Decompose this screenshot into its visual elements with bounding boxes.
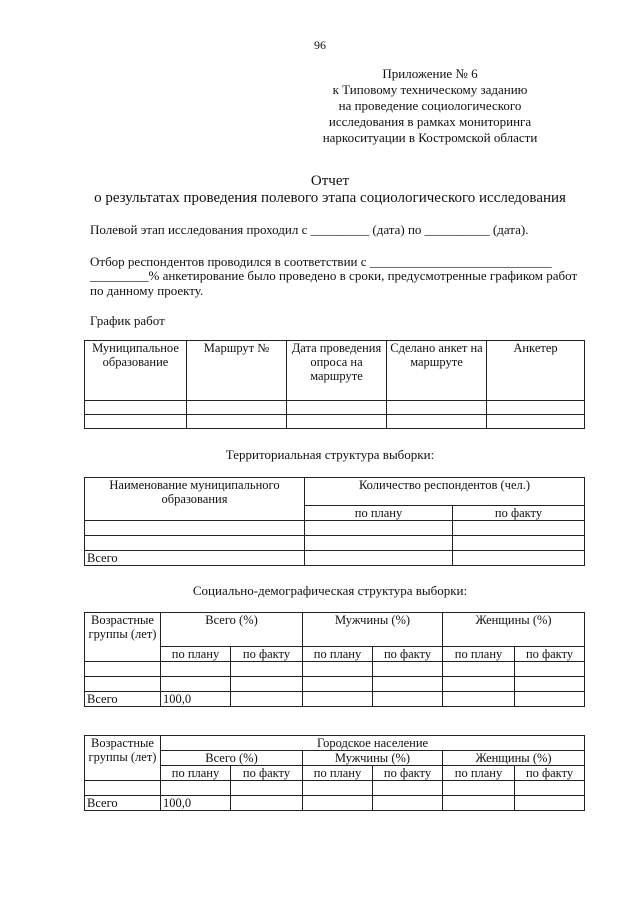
header-men: Мужчины (%): [303, 613, 443, 647]
schedule-label: График работ: [90, 313, 165, 328]
header-respondent-count: Количество респондентов (чел.): [305, 478, 585, 506]
header-plan: по плану: [443, 647, 515, 662]
header-all: Всего (%): [161, 613, 303, 647]
socio-demographic-caption: Социально-демографическая структура выборки:: [192, 583, 468, 598]
urban-population-table: [84, 735, 585, 811]
total-label: Всего: [85, 796, 161, 811]
total-value: 100,0: [161, 692, 231, 707]
header-fact: по факту: [373, 766, 443, 781]
page-number: 96: [314, 38, 326, 52]
socio-demographic-table: [84, 612, 585, 707]
appendix-line: наркоситуации в Костромской области: [322, 130, 538, 145]
territorial-caption: Территориальная структура выборки:: [225, 447, 435, 462]
report-subtitle: о результатах проведения полевого этапа социологического исследования: [94, 190, 566, 206]
header-plan: по плану: [305, 506, 453, 521]
header-municipality: Муниципальное образование: [85, 341, 187, 401]
header-men: Мужчины (%): [303, 751, 443, 766]
field-stage-text: Полевой этап исследования проходил с _________ (дата) по __________ (дата).: [90, 222, 529, 237]
header-municipality-name: Наименование муниципального образования: [85, 478, 305, 521]
appendix-line: исследования в рамках мониторинга: [328, 114, 532, 129]
header-plan: по плану: [161, 766, 231, 781]
header-urban-population: Городское население: [161, 736, 585, 751]
appendix-line: на проведение социологического: [338, 98, 522, 113]
selection-text-line1: Отбор респондентов проводился в соответствии с ____________________________: [90, 254, 552, 269]
header-plan: по плану: [303, 647, 373, 662]
report-title: Отчет: [310, 173, 350, 189]
header-age-groups: Возрастные группы (лет): [85, 613, 161, 662]
work-schedule-table: [84, 340, 585, 429]
header-plan: по плану: [161, 647, 231, 662]
header-fact: по факту: [515, 766, 585, 781]
selection-text-line2: _________% анкетирование было проведено в сроки, предусмотренные графиком работ: [90, 268, 578, 283]
total-value: 100,0: [161, 796, 231, 811]
header-women: Женщины (%): [443, 613, 585, 647]
header-fact: по факту: [231, 766, 303, 781]
header-survey-date: Дата проведения опроса на маршруте: [287, 341, 387, 401]
header-route: Маршрут №: [187, 341, 287, 401]
total-label: Всего: [85, 692, 161, 707]
header-women: Женщины (%): [443, 751, 585, 766]
header-fact: по факту: [373, 647, 443, 662]
header-plan: по плану: [443, 766, 515, 781]
header-questionnaires: Сделано анкет на маршруте: [387, 341, 487, 401]
appendix-line: к Типовому техническому заданию: [332, 82, 528, 97]
appendix-line: Приложение № 6: [382, 66, 478, 81]
header-all: Всего (%): [161, 751, 303, 766]
appendix-header: [300, 66, 560, 146]
selection-text-line3: по данному проекту.: [90, 283, 204, 298]
territorial-table: [84, 477, 585, 566]
header-fact: по факту: [231, 647, 303, 662]
total-label: Всего: [85, 551, 305, 566]
header-fact: по факту: [453, 506, 585, 521]
header-fact: по факту: [515, 647, 585, 662]
header-interviewer: Анкетер: [487, 341, 585, 401]
header-plan: по плану: [303, 766, 373, 781]
header-age-groups: Возрастные группы (лет): [85, 736, 161, 781]
